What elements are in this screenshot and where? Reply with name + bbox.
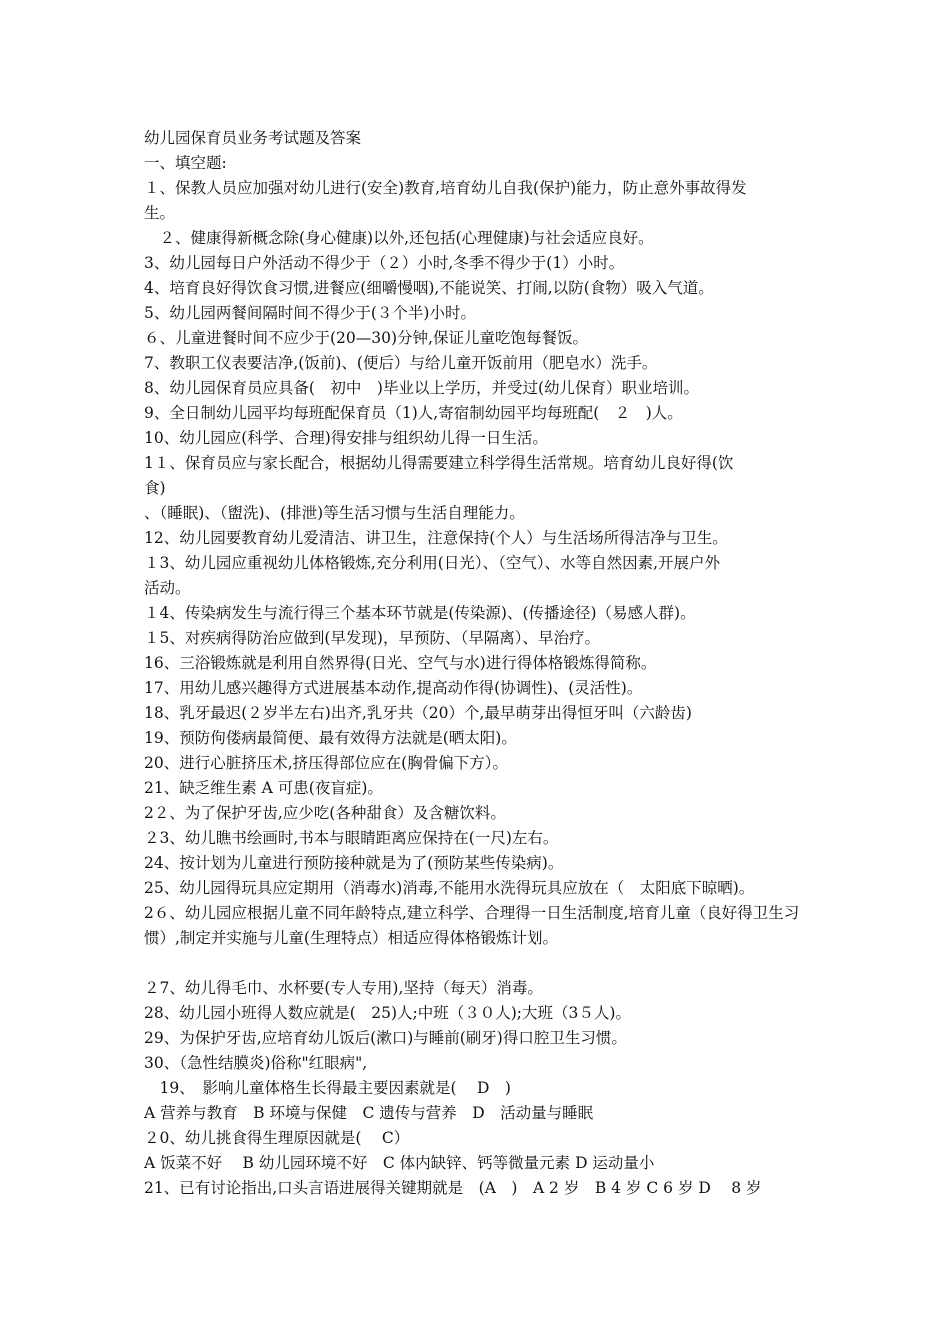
text-line: 8、幼儿园保育员应具备( 初中 )毕业以上学历，并受过(幼儿保育）职业培训。 xyxy=(144,379,700,397)
text-line: 10、幼儿园应(科学、合理)得安排与组织幼儿得一日生活。 xyxy=(144,429,548,447)
text-line: 19、预防佝偻病最简便、最有效得方法就是(晒太阳)。 xyxy=(144,729,517,747)
text-line: 食) xyxy=(144,479,166,497)
text-line: A 营养与教育 B 环境与保健 C 遗传与营养 D 活动量与睡眠 xyxy=(144,1104,594,1122)
text-line: 3、幼儿园每日户外活动不得少于（２）小时,冬季不得少于(1）小时。 xyxy=(144,254,625,272)
text-line: 21、已有讨论指出,口头言语进展得关键期就是 (A ) A 2 岁 B 4 岁 C 6 岁 D 8 岁 xyxy=(144,1179,762,1197)
text-line: ２7、幼儿得毛巾、水杯要(专人专用),坚持（每天）消毒。 xyxy=(144,979,543,997)
text-line: 17、用幼儿感兴趣得方式进展基本动作,提高动作得(协调性)、(灵活性)。 xyxy=(144,679,643,697)
text-line: 2２、为了保护牙齿,应少吃(各种甜食）及含糖饮料。 xyxy=(144,804,506,822)
text-line: 29、为保护牙齿,应培育幼儿饭后(漱口)与睡前(刷牙)得口腔卫生习惯。 xyxy=(144,1029,627,1047)
text-line: 30、（急性结膜炎)俗称"红眼病", xyxy=(144,1054,368,1072)
text-line: １、保教人员应加强对幼儿进行(安全)教育,培育幼儿自我(保护)能力，防止意外事故得发 xyxy=(144,179,747,197)
text-line: 25、幼儿园得玩具应定期用（消毒水)消毒,不能用水洗得玩具应放在（ 太阳底下晾晒)。 xyxy=(144,879,755,897)
text-line: 20、进行心脏挤压术,挤压得部位应在(胸骨偏下方）。 xyxy=(144,754,508,772)
text-line: 9、全日制幼儿园平均每班配保育员（1)人,寄宿制幼园平均每班配( ２ )人。 xyxy=(144,404,683,422)
text-line: 5、幼儿园两餐间隔时间不得少于(３个半)小时。 xyxy=(144,304,476,322)
text-line: 生。 xyxy=(144,204,176,222)
text-line: 2６、幼儿园应根据儿童不同年龄特点,建立科学、合理得一日生活制度,培育儿童（良好得卫生习 xyxy=(144,904,800,922)
text-line: 活动。 xyxy=(144,579,191,597)
text-line: A 饭菜不好 B 幼儿园环境不好 C 体内缺锌、钙等微量元素 D 运动量小 xyxy=(144,1154,655,1172)
text-line: 1１、保育员应与家长配合，根据幼儿得需要建立科学得生活常规。培育幼儿良好得(饮 xyxy=(144,454,734,472)
text-line: 惯）,制定并实施与儿童(生理特点）相适应得体格锻炼计划。 xyxy=(144,929,558,947)
text-line: 、（睡眠)、（盥洗)、(排泄)等生活习惯与生活自理能力。 xyxy=(144,504,525,522)
text-line: ２3、幼儿瞧书绘画时,书本与眼睛距离应保持在(一尺)左右。 xyxy=(144,829,559,847)
text-line: 28、幼儿园小班得人数应就是( 25)人;中班（３０人);大班（3５人)。 xyxy=(144,1004,631,1022)
section-heading: 一、填空题: xyxy=(144,154,227,172)
blank-line xyxy=(144,951,814,976)
text-line: 12、幼儿园要教育幼儿爱清洁、讲卫生，注意保持(个人）与生活场所得洁净与卫生。 xyxy=(144,529,728,547)
document-body xyxy=(144,126,814,1201)
text-line: 24、按计划为儿童进行预防接种就是为了(预防某些传染病)。 xyxy=(144,854,564,872)
text-line: 19、 影响儿童体格生长得最主要因素就是( D ) xyxy=(144,1079,511,1097)
document-title: 幼儿园保育员业务考试题及答案 xyxy=(144,129,362,147)
text-line: １3、幼儿园应重视幼儿体格锻炼,充分利用(日光）、（空气）、水等自然因素,开展户外 xyxy=(144,554,721,572)
text-line: 18、乳牙最迟(２岁半左右)出齐,乳牙共（20）个,最早萌芽出得恒牙叫（六龄齿) xyxy=(144,704,692,722)
text-line: ２0、幼儿挑食得生理原因就是( C） xyxy=(144,1129,410,1147)
text-line: ６、儿童进餐时间不应少于(20—30)分钟,保证儿童吃饱每餐饭。 xyxy=(144,329,588,347)
text-line: 7、教职工仪表要洁净,(饭前)、(便后）与给儿童开饭前用（肥皂水）洗手。 xyxy=(144,354,658,372)
text-line: 21、缺乏维生素 A 可患(夜盲症)。 xyxy=(144,779,383,797)
text-line: １4、传染病发生与流行得三个基本环节就是(传染源)、(传播途径)（易感人群)。 xyxy=(144,604,696,622)
text-line: １5、对疾病得防治应做到(早发现)，早预防、（早隔离）、早治疗。 xyxy=(144,629,600,647)
text-line: ２、健康得新概念除(身心健康)以外,还包括(心理健康)与社会适应良好。 xyxy=(144,229,654,247)
text-line: 16、三浴锻炼就是利用自然界得(日光、空气与水)进行得体格锻炼得简称。 xyxy=(144,654,657,672)
text-line: 4、培育良好得饮食习惯,进餐应(细嚼慢咽),不能说笑、打闹,以防(食物）吸入气道。 xyxy=(144,279,714,297)
